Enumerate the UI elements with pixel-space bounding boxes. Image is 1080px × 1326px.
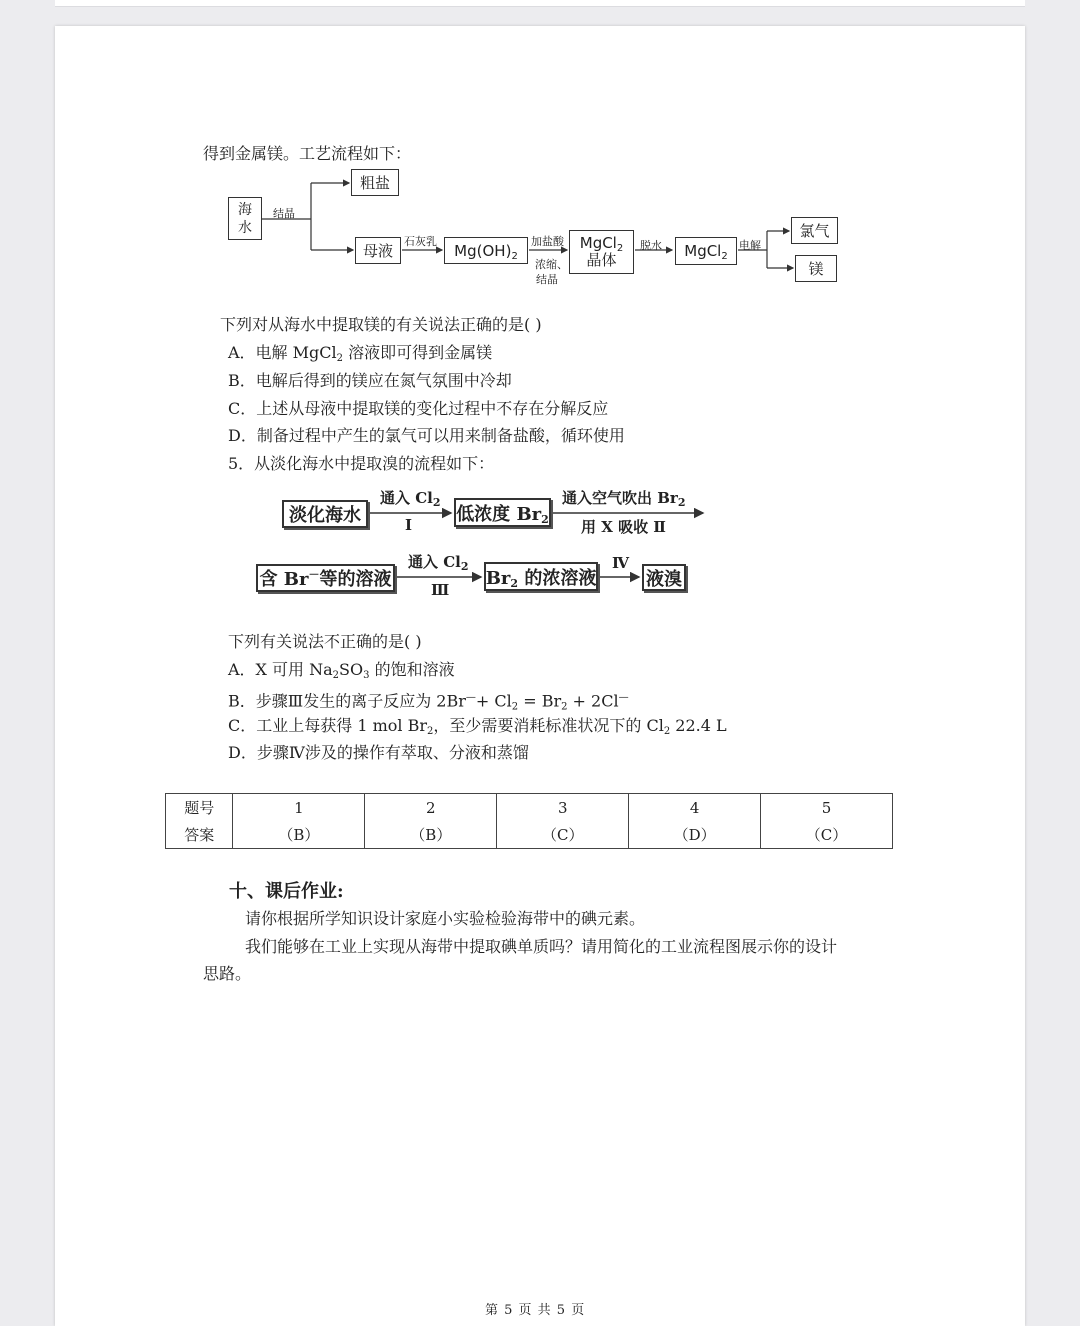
step-1-label: Ⅰ <box>405 516 413 534</box>
blow-out-label: 通入空气吹出 $Br_2$ <box>562 489 686 509</box>
question-number-cell: 3 <box>497 794 629 822</box>
dehydrate-label: 脱水 <box>640 239 662 252</box>
mother-liquor-box <box>355 237 401 264</box>
previous-page-edge <box>55 0 1025 7</box>
lime-milk-label: 石灰乳 <box>404 235 437 248</box>
answer-cell: （C） <box>761 821 893 849</box>
table-row <box>166 821 893 849</box>
mgoh2-label: $Mg(OH)_2$ <box>454 241 518 262</box>
concentrate-label: 浓缩、 <box>535 258 568 271</box>
q4-option-c: C．上述从母液中提取镁的变化过程中不存在分解反应 <box>228 399 609 418</box>
add-hcl-label: 加盐酸 <box>531 235 564 248</box>
mgcl2-label: MgCl$_2$ <box>684 242 728 262</box>
q5-option-d: D．步骤Ⅳ涉及的操作有萃取、分液和蒸馏 <box>228 743 529 762</box>
q5-question: 下列有关说法不正确的是( ) <box>228 632 422 651</box>
mgoh2-box <box>444 237 528 264</box>
pass-cl2-b-label: 通入 $Cl_2$ <box>408 553 469 573</box>
crystallize2-label: 结晶 <box>536 273 558 286</box>
answer-table <box>165 793 893 849</box>
mgcl2-box <box>675 237 737 265</box>
mother-liquor-label: 母液 <box>362 242 393 260</box>
question-number-cell: 4 <box>629 794 761 822</box>
br2-concentrated-box <box>484 562 598 591</box>
seawater-label: 海水 <box>238 201 252 236</box>
crude-salt-box <box>351 169 399 196</box>
intro-text: 得到金属镁。工艺流程如下： <box>203 144 412 163</box>
q5-option-c: C．工业上每获得 1 mol $Br_2$，至少需要消耗标准状况下的 $Cl_2$ 22.4 L <box>228 716 727 737</box>
question-number-header: 题号 <box>166 794 233 822</box>
magnesium-label: 镁 <box>808 260 824 278</box>
answer-header: 答案 <box>166 821 233 849</box>
page-footer: 第 5 页 共 5 页 <box>485 1303 586 1318</box>
question-number-cell: 5 <box>761 794 893 822</box>
electrolysis-label: 电解 <box>739 239 761 252</box>
answer-cell: （B） <box>233 821 365 849</box>
br-solution-box <box>256 564 395 592</box>
q5-option-a: A．X 可用 $Na_2SO_3$ 的饱和溶液 <box>228 660 455 681</box>
answer-cell: （B） <box>365 821 497 849</box>
absorb-step-2-label: 用 X 吸收 Ⅱ <box>581 518 666 536</box>
document-page <box>55 26 1025 1326</box>
magnesium-box <box>795 255 837 282</box>
question-number-cell: 2 <box>365 794 497 822</box>
q5-stem: 5．从淡化海水中提取溴的流程如下： <box>228 454 495 473</box>
homework-paragraph-2-line-1: 我们能够在工业上实现从海带中提取碘单质吗？请用简化的工业流程图展示你的设计 <box>245 937 838 956</box>
homework-paragraph-2-line-2: 思路。 <box>203 964 252 983</box>
mgcl2-crystal-label: 晶体 <box>586 251 617 269</box>
homework-paragraph-1: 请你根据所学知识设计家庭小实验检验海带中的碘元素。 <box>245 909 646 928</box>
answer-cell: （C） <box>497 821 629 849</box>
chlorine-box <box>791 217 838 244</box>
mgcl2-crystal-formula: MgCl$_2$ <box>579 234 624 254</box>
chlorine-label: 氯气 <box>799 222 830 240</box>
crude-salt-label: 粗盐 <box>359 174 390 192</box>
question-number-cell: 1 <box>233 794 365 822</box>
q4-option-a: A．电解 MgCl$_2$ 溶液即可得到金属镁 <box>228 343 493 364</box>
liquid-bromine-box <box>642 564 686 591</box>
desalinated-water-label: 淡化海水 <box>289 505 361 526</box>
step-4-label: Ⅳ <box>612 554 630 572</box>
table-row <box>166 794 893 822</box>
q5-option-b: B．步骤Ⅲ发生的离子反应为 $2Br^—+ Cl_2 = Br_2 + 2Cl^—$ <box>228 691 629 713</box>
crystallize-label: 结晶 <box>273 207 295 220</box>
homework-heading: 十、课后作业: <box>229 881 344 902</box>
desalinated-water-box <box>282 500 368 528</box>
q4-option-d: D．制备过程中产生的氯气可以用来制备盐酸，循环使用 <box>228 426 625 445</box>
q4-stem: 下列对从海水中提取镁的有关说法正确的是( ) <box>220 315 542 334</box>
pass-cl2-label: 通入 $Cl_2$ <box>380 489 441 509</box>
seawater-box <box>228 197 262 240</box>
q4-option-b: B．电解后得到的镁应在氮气氛围中冷却 <box>228 371 512 390</box>
low-br2-box <box>454 498 551 527</box>
mgcl2-crystal-box <box>569 230 634 274</box>
step-3-label: Ⅲ <box>431 581 450 599</box>
br2-concentrated-label: $Br_2$ 的浓溶液 <box>485 567 597 590</box>
answer-cell: （D） <box>629 821 761 849</box>
liquid-bromine-label: 液溴 <box>646 568 682 590</box>
br-solution-label: 含 Br－等的溶液 <box>259 568 392 590</box>
low-br2-label: 低浓度 $Br_2$ <box>456 503 549 526</box>
